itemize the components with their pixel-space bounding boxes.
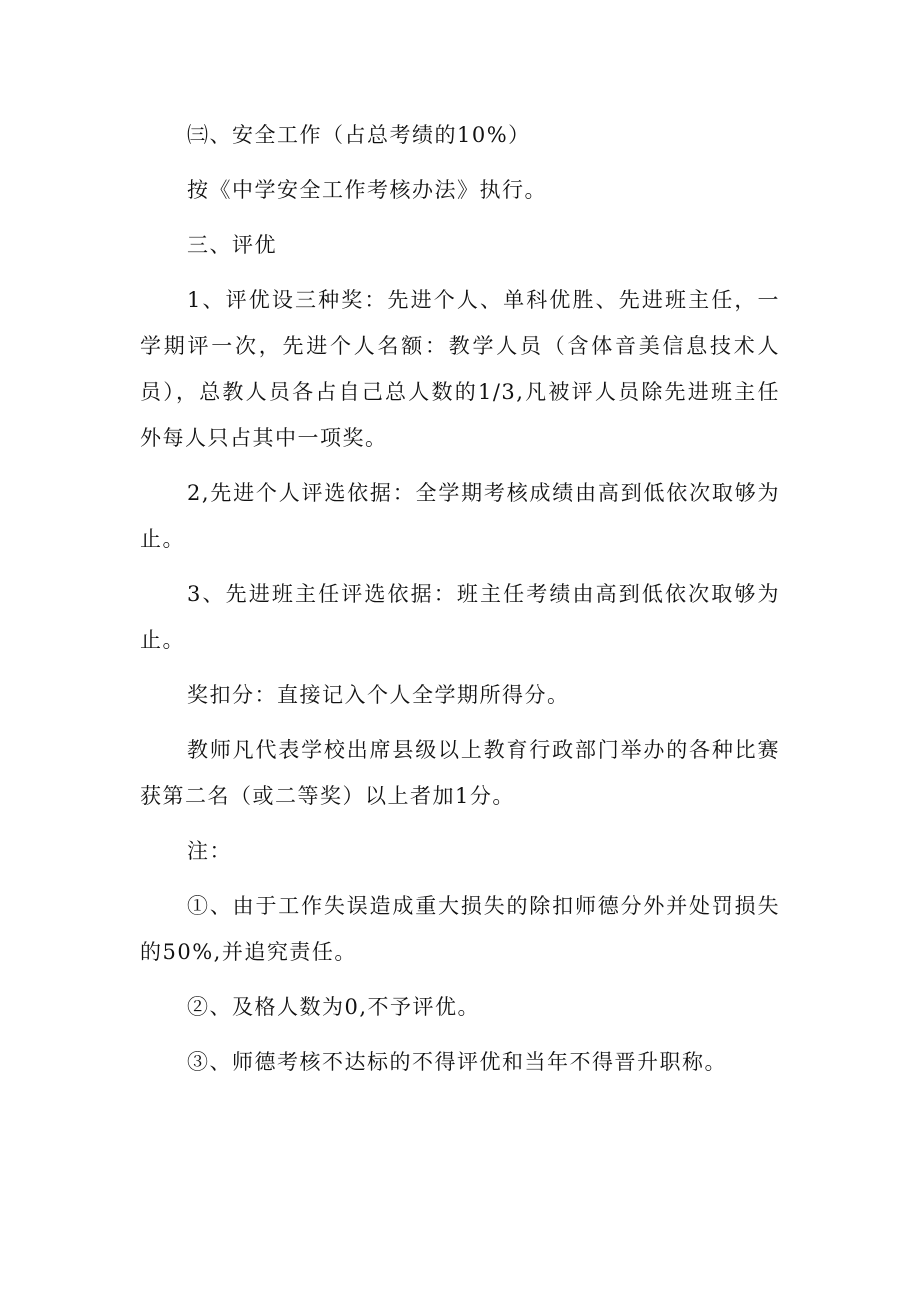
note-item-1: ①、由于工作失误造成重大损失的除扣师德分外并处罚损失的50%,并追究责任。 xyxy=(140,894,780,964)
document-body xyxy=(140,112,780,1094)
section-heading-evaluation: 三、评优 xyxy=(187,233,277,257)
section-heading-safety: ㈢、安全工作（占总考绩的10%） xyxy=(187,123,531,147)
notes-heading: 注： xyxy=(187,839,232,863)
paragraph-competition-bonus: 教师凡代表学校出席县级以上教育行政部门举办的各种比赛获第二名（或二等奖）以上者加1分。 xyxy=(140,738,780,808)
paragraph-safety-method: 按《中学安全工作考核办法》执行。 xyxy=(187,178,547,202)
note-item-2: ②、及格人数为0,不予评优。 xyxy=(187,995,481,1019)
paragraph-bonus-deduction: 奖扣分：直接记入个人全学期所得分。 xyxy=(187,683,570,707)
note-item-3: ③、师德考核不达标的不得评优和当年不得晋升职称。 xyxy=(187,1050,727,1074)
paragraph-individual-criteria: 2,先进个人评选依据：全学期考核成绩由高到低依次取够为止。 xyxy=(140,481,780,551)
paragraph-headteacher-criteria: 3、先进班主任评选依据：班主任考绩由高到低依次取够为止。 xyxy=(140,582,780,652)
paragraph-award-types: 1、评优设三种奖：先进个人、单科优胜、先进班主任，一学期评一次，先进个人名额：教学人员（含体音美信息技术人员），总教人员各占自己总人数的1/3,凡被评人员除先进班主任外每人只占其中一项奖。 xyxy=(140,288,780,450)
